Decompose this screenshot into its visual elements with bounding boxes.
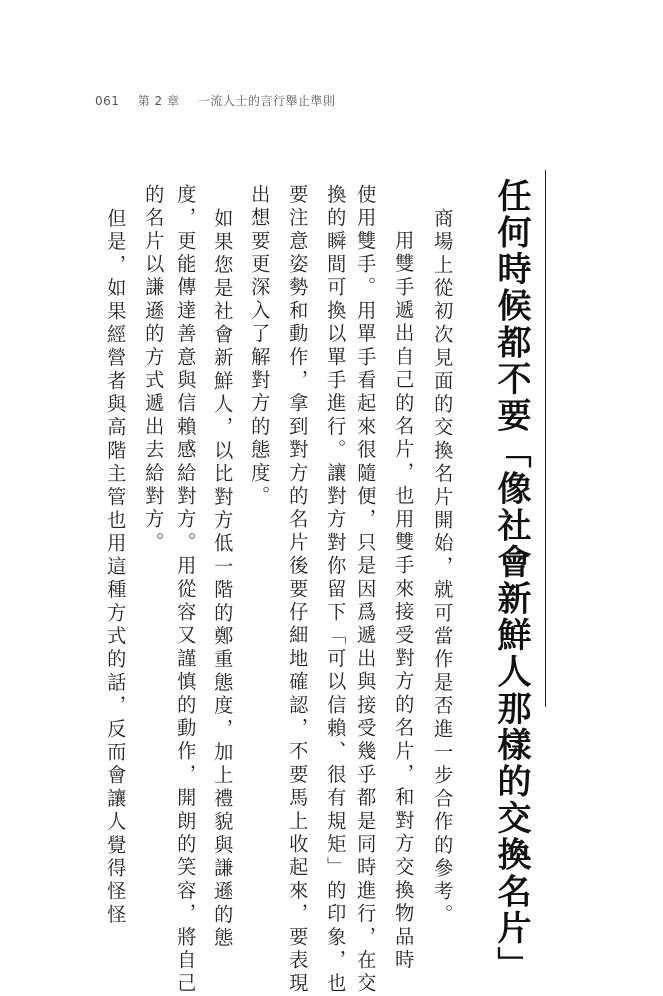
body-column-10: 但是，如果經營者與高階主管也用這種方式的話，反而會讓人覺得怪怪 xyxy=(104,208,128,928)
running-header xyxy=(95,92,349,109)
body-column-3: 使用雙手。用單手看起來很隨便，只是因爲遞出與接受幾乎都是同時進行，在交 xyxy=(354,184,378,996)
section-title: 任何時候都不要「像社會新鮮人那樣的交換名片」 xyxy=(491,178,531,984)
heading-rule xyxy=(545,170,547,707)
body-column-7: 如果您是社會新鮮人，以比對方低一階的鄭重態度，加上禮貌與謙遜的態 xyxy=(211,208,235,951)
body-column-4: 換的瞬間可換以單手進行。讓對方對你留下「可以信賴、很有規矩」的印象，也 xyxy=(324,184,348,996)
body-column-6: 出想要更深入了解對方的態度。 xyxy=(248,184,272,509)
chapter-label: 第 2 章 xyxy=(137,94,180,108)
body-column-9: 的名片以謙遜的方式遞出去給對方。 xyxy=(142,184,166,556)
body-column-2: 用雙手遞出自己的名片，也用雙手來接受對方的名片，和對方交換物品時 xyxy=(392,230,416,973)
body-column-8: 度，更能傳達善意與信賴感給對方。用從容又謹慎的動作，開朗的笑容，將自己 xyxy=(174,184,198,996)
page-number: 061 xyxy=(95,94,120,108)
section-heading xyxy=(491,170,546,984)
body-column-1: 商場上從初次見面的交換名片開始，就可當作是否進一步合作的參考。 xyxy=(431,208,455,928)
chapter-title: 一流人士的言行舉止準則 xyxy=(197,94,336,108)
body-column-5: 要注意姿勢和動作，拿到對方的名片後要仔細地確認，不要馬上收起來，要表現 xyxy=(286,184,310,996)
